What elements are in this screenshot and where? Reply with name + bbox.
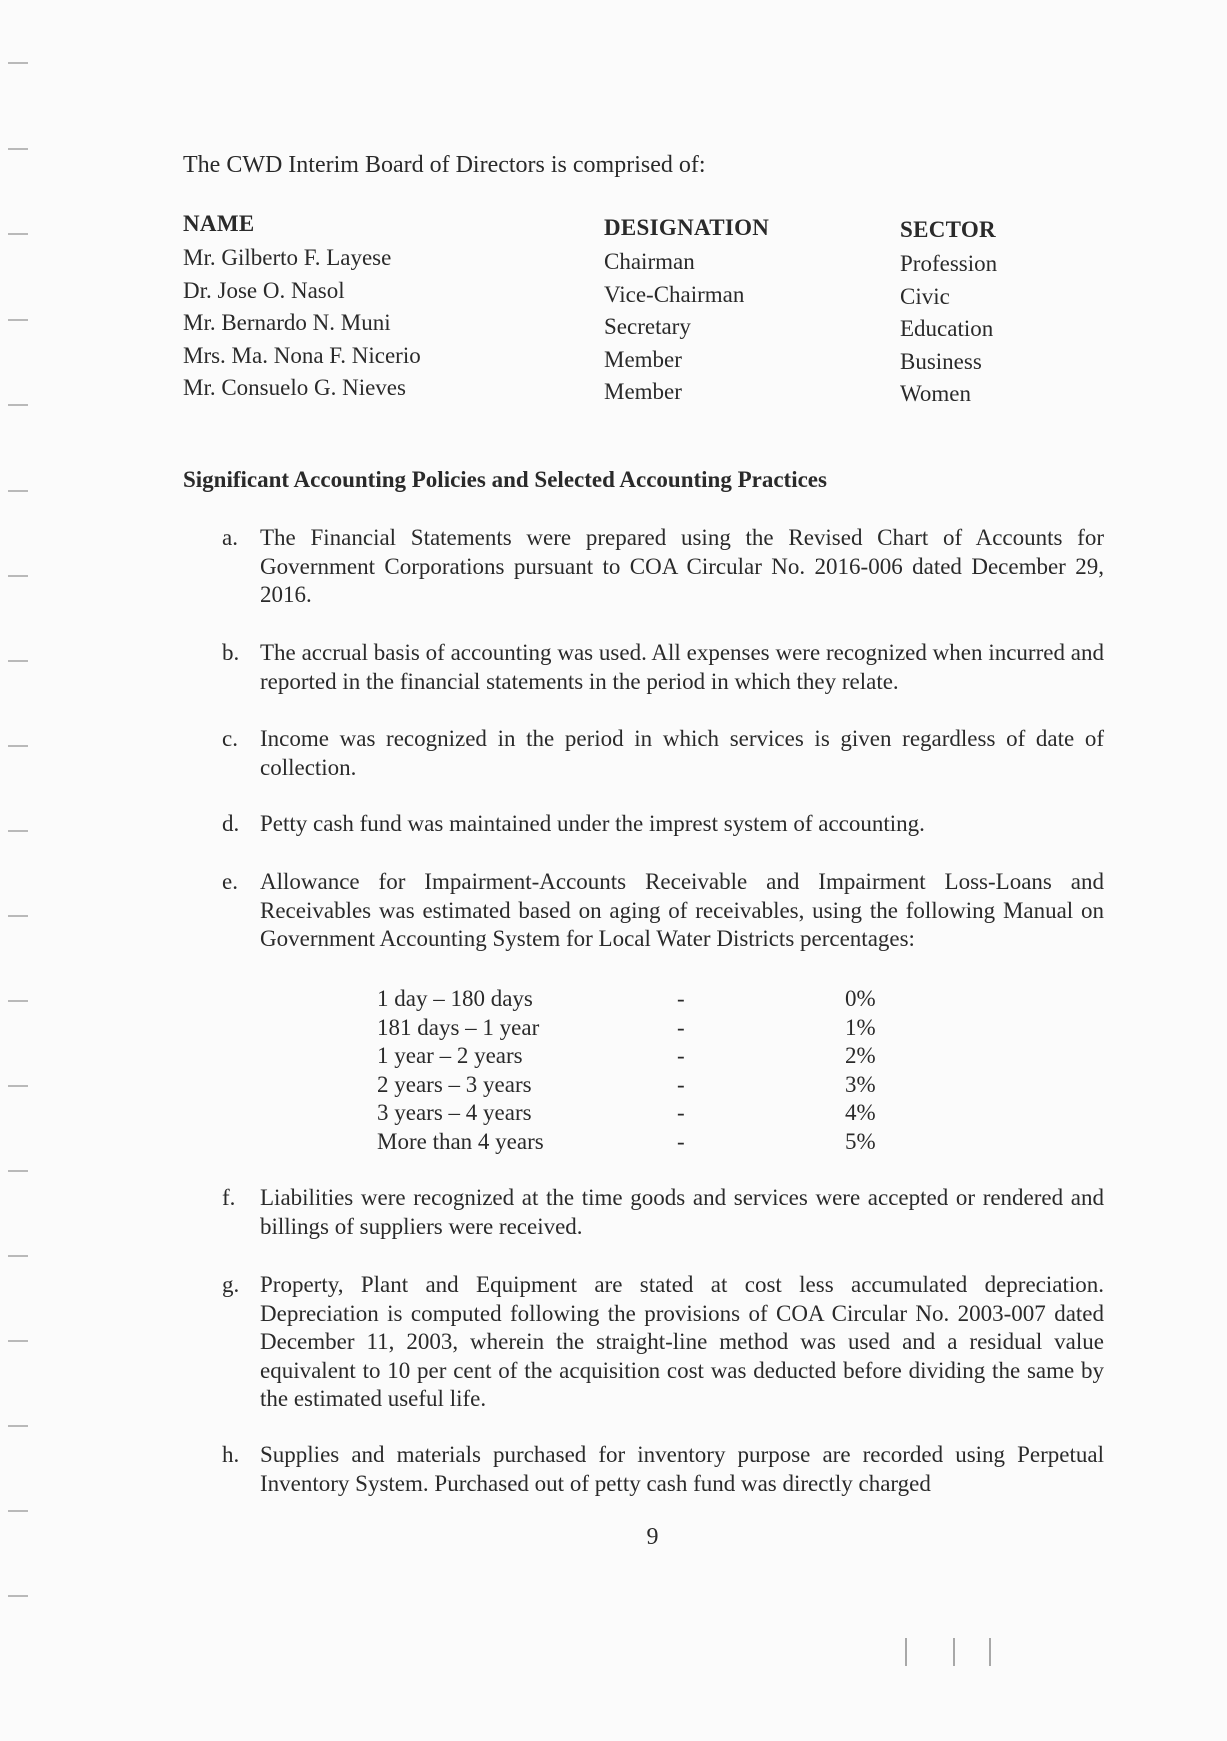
sector-header: SECTOR: [900, 217, 996, 242]
policy-item-c: [200, 725, 1104, 782]
policy-item-f: [200, 1184, 1104, 1241]
board-intro-text: The CWD Interim Board of Directors is comprised of:: [183, 152, 706, 178]
section-heading: Significant Accounting Policies and Selected Accounting Practices: [183, 467, 827, 492]
aging-range: More than 4 years: [377, 1128, 544, 1154]
member-name: Mr. Consuelo G. Nieves: [183, 375, 406, 400]
aging-percent: 4%: [845, 1100, 876, 1125]
aging-percent: 3%: [845, 1071, 876, 1097]
page-number: 9: [646, 1524, 659, 1550]
binder-mark: [8, 148, 28, 150]
member-designation: Member: [604, 346, 682, 372]
binder-mark: [8, 1000, 28, 1002]
binder-mark: [8, 404, 28, 406]
policy-letter: g.: [222, 1272, 240, 1297]
binder-mark: [8, 915, 28, 917]
binder-hole-marks: [8, 0, 30, 1741]
aging-percent: 2%: [845, 1043, 876, 1068]
member-designation: Chairman: [604, 249, 695, 274]
aging-row: [377, 1071, 897, 1100]
scan-mark: [953, 1638, 955, 1666]
aging-row: [377, 985, 897, 1014]
aging-dash: -: [677, 1043, 685, 1068]
aging-range: 1 day – 180 days: [377, 986, 533, 1011]
scan-mark: [905, 1638, 907, 1666]
member-designation: Member: [604, 379, 682, 404]
aging-dash: -: [677, 1128, 685, 1154]
binder-mark: [8, 830, 28, 832]
member-name: Mrs. Ma. Nona F. Nicerio: [183, 342, 421, 368]
binder-mark: [8, 745, 28, 747]
aging-percentage-table: [377, 985, 897, 1156]
policy-item-b: [200, 639, 1104, 696]
policy-letter: e.: [222, 869, 238, 894]
policy-item-g: [200, 1271, 1104, 1414]
aging-percent: 0%: [845, 986, 876, 1011]
policy-text: Liabilities were recognized at the time goods and services were accepted or rendered and billings of suppliers were received.: [260, 1185, 1104, 1239]
aging-dash: -: [677, 986, 685, 1011]
policy-text: Income was recognized in the period in which services is given regardless of date of collection.: [260, 726, 1104, 780]
policy-item-e: [200, 868, 1104, 954]
binder-mark: [8, 1170, 28, 1172]
member-name: Dr. Jose O. Nasol: [183, 277, 345, 303]
policy-text: Petty cash fund was maintained under the imprest system of accounting.: [260, 811, 925, 836]
designation-header: DESIGNATION: [604, 215, 770, 240]
aging-range: 181 days – 1 year: [377, 1014, 540, 1040]
scan-footer-marks: [905, 1638, 1005, 1670]
member-name: Mr. Gilberto F. Layese: [183, 245, 392, 270]
policy-item-h: [200, 1441, 1104, 1498]
binder-mark: [8, 490, 28, 492]
binder-mark: [8, 660, 28, 662]
aging-row: [377, 1042, 897, 1071]
member-sector: Education: [900, 316, 994, 341]
policy-text: Supplies and materials purchased for inventory purpose are recorded using Perpetual Inventory System. Purchased out of petty cash fund was directly charged: [260, 1442, 1104, 1496]
member-sector: Women: [900, 381, 971, 406]
member-sector: Civic: [900, 283, 950, 309]
policy-text: Allowance for Impairment-Accounts Receivable and Impairment Loss-Loans and Receivables was estimated based on aging of receivables, using the following Manual on Government Accounting System for Local Water Districts percentages:: [260, 869, 1104, 951]
sector-column: [900, 216, 997, 411]
name-column: [183, 210, 421, 405]
member-name: Mr. Bernardo N. Muni: [183, 310, 391, 335]
binder-mark: [8, 1085, 28, 1087]
name-header: NAME: [183, 211, 255, 236]
designation-column: [604, 214, 769, 409]
policy-item-a: [200, 524, 1104, 610]
aging-row: [377, 1014, 897, 1043]
policy-letter: h.: [222, 1442, 240, 1467]
member-designation: Vice-Chairman: [604, 281, 745, 307]
aging-dash: -: [677, 1071, 685, 1097]
binder-mark: [8, 1425, 28, 1427]
policy-text: Property, Plant and Equipment are stated at cost less accumulated depreciation. Depreciation is computed following the provisions of COA Circular No. 2003-007 dated December 11, 2003, wherein the straight-line method was used and a residual value equivalent to 10 per cent of the acquisition cost was deducted before dividing the same by the estimated useful life.: [260, 1272, 1104, 1411]
policy-text: The accrual basis of accounting was used. All expenses were recognized when incurred and reported in the financial statements in the period in which they relate.: [260, 640, 1104, 694]
aging-row: [377, 1128, 897, 1157]
binder-mark: [8, 575, 28, 577]
policy-letter: a.: [222, 525, 238, 550]
binder-mark: [8, 1255, 28, 1257]
aging-range: 2 years – 3 years: [377, 1071, 532, 1097]
aging-percent: 1%: [845, 1014, 876, 1040]
scan-mark: [989, 1638, 991, 1666]
binder-mark: [8, 1595, 28, 1597]
aging-row: [377, 1099, 897, 1128]
policy-item-d: [200, 810, 1104, 839]
binder-mark: [8, 1340, 28, 1342]
member-designation: Secretary: [604, 314, 691, 339]
aging-percent: 5%: [845, 1128, 876, 1154]
policy-letter: b.: [222, 640, 240, 665]
binder-mark: [8, 233, 28, 235]
binder-mark: [8, 319, 28, 321]
policy-letter: d.: [222, 811, 240, 836]
binder-mark: [8, 1510, 28, 1512]
policy-text: The Financial Statements were prepared using the Revised Chart of Accounts for Government Corporations pursuant to COA Circular No. 2016-006 dated December 29, 2016.: [260, 525, 1104, 607]
aging-range: 1 year – 2 years: [377, 1043, 523, 1068]
binder-mark: [8, 62, 28, 64]
member-sector: Profession: [900, 251, 998, 276]
policy-letter: f.: [222, 1185, 236, 1210]
member-sector: Business: [900, 348, 982, 374]
aging-dash: -: [677, 1014, 685, 1040]
policy-letter: c.: [222, 726, 238, 751]
aging-dash: -: [677, 1100, 685, 1125]
aging-range: 3 years – 4 years: [377, 1100, 532, 1125]
